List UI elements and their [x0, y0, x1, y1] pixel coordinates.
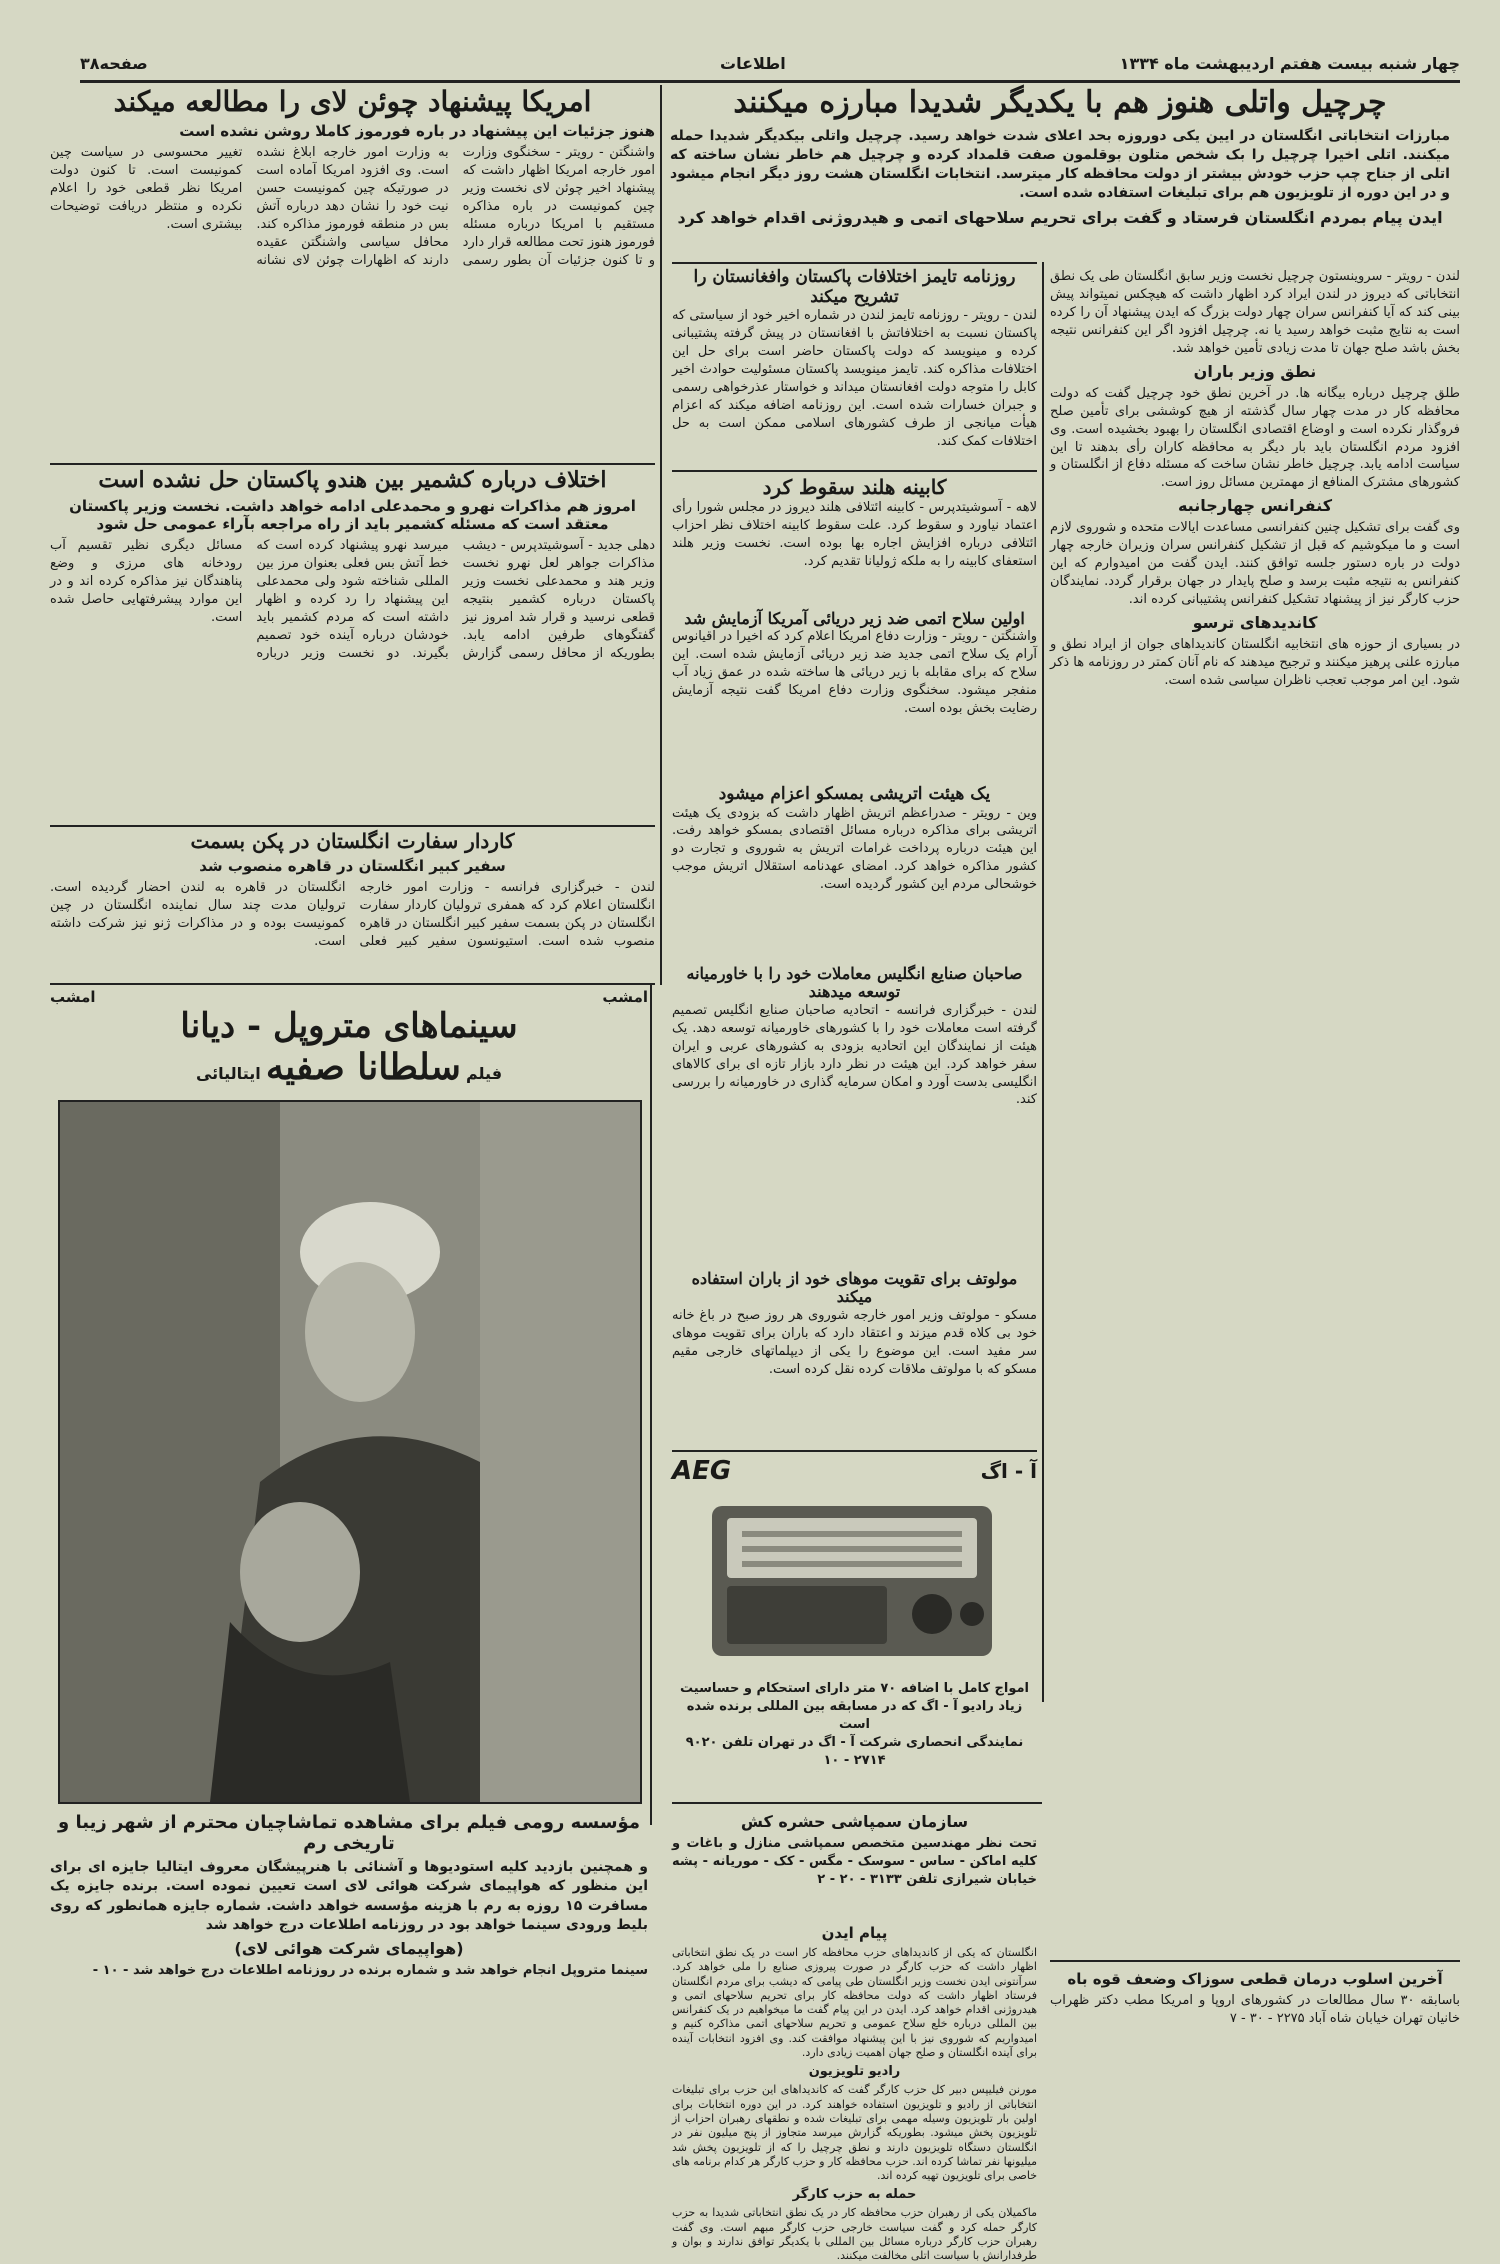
tonight-label-right: امشب — [602, 988, 648, 1006]
section-rule — [1050, 1960, 1460, 1962]
headline-america: امریکا پیشنهاد چوئن لای را مطالعه میکند — [113, 85, 592, 118]
aeg-brand-fa: آ - اگ — [980, 1459, 1037, 1483]
austria-body: وین - رویتر - صدراعظم اتریش اظهار داشت که بزودی یک هیئت اتریشی برای مذاکره درباره مسائل اقتصادی بمسکو خواهد رفت. این هیئت درباره پرداخت غرامات اتریش به شوروی و تجارت دو کشور مذاکره خواهد کرد. امضای عهدنامه استقلال اتریش موجب خوشحالی مردم این کشور گردیده است. — [672, 805, 1037, 893]
column-rule — [1042, 262, 1044, 1702]
column-rule — [660, 85, 662, 985]
section-rule — [50, 983, 655, 985]
kashmir-body: دهلی جدید - آسوشیتدپرس - دیشب مذاکرات جواهر لعل نهرو نخست وزیر هند و محمدعلی نخست وزیر پاکستان درباره کشمیر بنتیجه قطعی نرسید و قرار شد امروز نیز گفتگوهای طرفین ادامه یابد. بطوریکه از محافل رسمی گزارش میرسد نهرو پیشنهاد کرده است که خط آتش بس فعلی بعنوان مرز بین المللی شناخته شود ولی محمدعلی این پیشنهاد را رد کرده و اظهار داشته است که مردم کشمیر باید خودشان درباره آینده خود تصمیم بگیرند. دو نخست وزیر درباره مسائل دیگری نظیر تقسیم آب رودخانه های مرزی و وضع پناهندگان نیز مذاکره کرده اند و در این موارد پیشرفتهایی حاصل شده است. — [50, 538, 655, 661]
headline-kashmir: اختلاف درباره کشمیر بین هندو پاکستان حل نشده است — [98, 467, 607, 493]
film-title: سلطانا صفیه — [265, 1046, 461, 1088]
charge-body: لندن - خبرگزاری فرانسه - وزارت امور خارجه انگلستان اعلام کرد که همفری ترولیان کاردار سفارت انگلستان در پکن بسمت سفیر کبیر انگلستان در قاهره منصوب شده است. استیونسون سفیر کبیر فعلی انگلستان در قاهره به لندن احضار گردیده است. ترولیان مدت چند سال نماینده انگلستان در چین کمونیست بوده و در مذاکرات ژنو نیز شرکت داشته است. — [50, 880, 655, 949]
aeg-caption: امواج کامل با اضافه ۷۰ متر دارای استحکام و حساسیت زیاد رادیو آ - اگ که در مسابقه بین المللی برنده شده است — [680, 1681, 1029, 1732]
cinema-ad-bottom — [50, 1808, 648, 2048]
headline-times: روزنامه تایمز اختلافات پاکستان وافغانستان را تشریح میکند — [693, 267, 1016, 307]
churchill-title-3: کنفرانس چهارجانبه — [1177, 496, 1333, 516]
churchill-column — [1050, 268, 1460, 1958]
film-label: فیلم — [465, 1064, 503, 1083]
molotov-body: مسکو - مولوتف وزیر امور خارجه شوروی هر روز صبح در باغ خانه خود بی کلاه قدم میزند و اعتقاد دارد که باران برای تقویت موهای سر مفید است. این موضوع را یکی از دیپلماتهای خارجی مقیم مسکو که با مولوتف ملاقات کرده نقل کرده است. — [672, 1307, 1037, 1377]
aeg-ad — [672, 1456, 1037, 1801]
film-still-figure — [60, 1102, 640, 1802]
medical-ad-text: باسابقه ۳۰ سال مطالعات در کشورهای اروپا و امریکا مطب دکتر ظهراب خانیان تهران خیابان شاه آباد ۲۲۷۵ - ۳۰ - ۷ — [1050, 1993, 1460, 2026]
eden-title: پیام ایدن — [821, 1924, 888, 1942]
churchill-col-text: لندن - رویتر - سروینستون چرچیل نخست وزیر سابق انگلستان طی یک نطق انتخاباتی که دیروز در لندن ایراد کرد اظهار داشت که هیچکس نمیتواند پیش بینی کند که آیا کنفرانس سران چهار دولت بزرگ که ایدن پیشنهاد آن را کرده است به نتایج مثبت خواهد رسید یا نه. چرچیل افزود اگر این کنفرانس نتیجه بخش باشد صلح جهان تا مدت زیادی تأمین خواهد شد. — [1050, 269, 1460, 356]
radio-tv-text: مورنن فیلیپس دبیر کل حزب کارگر گفت که کاندیداهای این حزب برای تبلیغات انتخاباتی از رادیو و تلویزیون استفاده خواهند کرد. در این دوره انتخابات برای اولین بار تلویزیون وسیله مهمی برای تبلیغات شده و نطقهای رهبران احزاب از تلویزیون پخش میشود. بطوریکه گزارش میرسد متجاوز از پنج میلیون نفر در انگلستان دستگاه تلویزیون دارند و نطق چرچیل را که از تلویزیون پخش شد میلیونها نفر تماشا کرده اند. حزب محافظه کار و حزب کارگر هر کدام برنامه های خاصی برای تلویزیون تهیه کرده اند. — [672, 2083, 1037, 2183]
churchill-text-4: در بسیاری از حوزه های انتخابیه انگلستان کاندیداهای جوان از ایراد نطق و مبارزه علنی پرهیز میکنند و ترجیح میدهند که نام آنان کمتر در روزنامه ها ذکر شود. این امر موجب تعجب ناظران سیاسی شده است. — [1050, 637, 1460, 688]
churchill-lead-body: مبارزات انتخاباتی انگلستان در ایین یکی دوروزه بحد اعلای شدت خواهد رسید. چرچیل واتلی بیکدیگر شدیدا حمله میکنند. اتلی اخیرا چرچیل را بک شخص متلون بوقلمون صفت قلمداد کرده و چرچیل هم خاطر نشان ساخته که اتلی از جناح چپ حزب خودش بیشتر از دولت محافظه کار میترسد. انتخابات انگلستان هشت روز دیگر انجام میشود و در این دوره از تلویزیون هم برای تبلیغات استفاده شده است. — [670, 127, 1450, 202]
medical-ad-headline: آخرین اسلوب درمان قطعی سوزاک وضعف قوه باه — [1067, 1970, 1443, 1988]
cinema-bottom-title: مؤسسه رومی فیلم برای مشاهده تماشاچیان محترم از شهر زیبا و تاریخی رم — [58, 1812, 640, 1854]
molotov-article — [672, 1270, 1037, 1445]
aeg-brand: AEG — [672, 1456, 732, 1486]
eden-body: انگلستان که یکی از کاندیداهای حزب محافظه کار است در یک نطق انتخاباتی اظهار داشت که حزب کارگر در صورت پیروزی صنایع را ملی خواهد کرد. سرآنتونی ایدن نخست وزیر انگلستان طی پیامی که دیشب برای مردم انگلستان فرستاد اظهار داشت که دولت محافظه کار برای تحریم سلاحهای اتمی و هیدروژنی اقدام خواهد کرد. ایدن در این پیام گفت ما میخواهیم در یک کنفرانس بین المللی درباره خلع سلاح عمومی و تحریم سلاحهای اتمی مذاکره کنیم و امیدواریم که شوروی نیز با این پیشنهاد موافقت کند. وی افزود انتخابات آینده برای آینده انگلستان و صلح جهان اهمیت زیادی دارد. — [672, 1946, 1037, 2060]
charge-article — [50, 830, 655, 980]
times-body: لندن - رویتر - روزنامه تایمز لندن در شماره اخیر خود از سیاستی که پاکستان نسبت به اختلافاتش با افغانستان در پیش گرفته پشتیبانی کرده و مینویسد که دولت پاکستان حاضر است برای حل این اختلافات مذاکره کند. تایمز مینویسد پاکستان مسئولیت حوادث اخیر کابل را متوجه دولت افغانستان میداند و خواستار عذرخواهی رسمی و جبران خسارات شده است. این روزنامه اضافه میکند که اعزام هیأت میانجی از طرف کشورهای اسلامی ممکن است به حل اختلافات کمک کند. — [672, 308, 1037, 449]
eden-article — [672, 1920, 1037, 2263]
charge-subhead: سفیر کبیر انگلستان در قاهره منصوب شد — [199, 857, 506, 875]
cinema-bottom-text: و همچنین بازدید کلیه استودیوها و آشنائی با هنرپیشگان معروف ایتالیا جایزه ای برای این منظور که هواپیمای شرکت هوائی لای است تعیین نموده است. برنده جایزه یک مسافرت ۱۵ روزه به رم با هزینه مؤسسه خواهد داشت. شماره جایزه همانطور که روی بلیط ورودی سینما خواهد بود در روزنامه اطلاعات درج خواهد شد — [50, 1859, 648, 1933]
cinema-footer: سینما متروپل انجام خواهد شد و شماره برنده در روزنامه اطلاعات درج خواهد شد - ۱۰ - — [92, 1963, 648, 1979]
churchill-subhead: ایدن پیام بمردم انگلستان فرستاد و گفت برای تحریم سلاحهای اتمی و هیدروژنی اقدام خواهد کرد — [677, 207, 1443, 227]
pest-body: تحت نظر مهندسین متخصص سمپاشی منازل و باغات و کلیه اماکن - ساس - سوسک - مگس - کک - موریانه - پشه خیابان شیرازی تلفن ۳۱۳۳ - ۲۰ - ۲ — [672, 1836, 1037, 1887]
section-rule — [672, 470, 1037, 472]
cinema-theaters: سینماهای متروپل - دیانا — [180, 1006, 518, 1046]
cinema-ad-top — [50, 988, 648, 1098]
churchill-lead — [670, 86, 1450, 264]
holland-body: لاهه - آسوشیتدپرس - کابینه ائتلافی هلند دیروز در مجلس شورا رأی اعتماد نیاورد و سقوط کرد. علت سقوط کابینه اختلاف نظر احزاب ائتلافی درباره افزایش اجاره بها بوده است. نخست وزیر هلند استعفای کابینه را به ملکه ژولیانا تقدیم کرد. — [672, 500, 1037, 569]
radio-tv-title: رادیو تلویزیون — [808, 2064, 901, 2080]
aeg-code: ۲۷۱۴ - ۱۰ — [823, 1752, 886, 1768]
radio-tv-article — [672, 2064, 1037, 2263]
pest-title: سازمان سمپاشی حشره کش — [740, 1812, 969, 1831]
industry-body: لندن - خبرگزاری فرانسه - اتحادیه صاحبان صنایع انگلیس تصمیم گرفته است معاملات خود را با کشورهای خاورمیانه توسعه دهد. یک هیئت از نمایندگان این اتحادیه بزودی به کشورهای عربی و ایران سفر خواهد کرد. این هیئت در نظر دارد بازار تازه ای برای کالاهای انگلیسی بدست آورد و امکان سرمایه گذاری در خاورمیانه را بررسی کند. — [672, 1002, 1037, 1108]
kashmir-article — [50, 468, 655, 823]
labour-title: حمله به حزب کارگر — [792, 2187, 917, 2203]
labour-text: ماکمیلان یکی از رهبران حزب محافظه کار در یک نطق انتخاباتی شدیدا به حزب کارگر حمله کرد و گفت سیاست خارجی حزب کارگر مبهم است. وی گفت رهبران حزب کارگر درباره مسائل بین المللی با یکدیگر توافق ندارند و بوان و طرفدارانش با سیاست اتلی مخالفت میکنند. — [672, 2206, 1037, 2263]
masthead — [80, 52, 1460, 83]
issue-date: چهار شنبه بیست هفتم اردیبهشت ماه ۱۳۳۴ — [1119, 54, 1460, 73]
section-rule — [50, 825, 655, 827]
holland-article — [672, 476, 1037, 606]
headline-molotov: مولوتف برای تقویت موهای خود از باران استفاده میکند — [691, 1269, 1018, 1307]
radio-illustration — [672, 1486, 1037, 1676]
film-still-photo — [58, 1100, 642, 1804]
churchill-title-2: نطق وزیر باران — [1193, 361, 1317, 381]
headline-austria: یک هیئت اتریشی بمسکو اعزام میشود — [718, 784, 991, 804]
cinema-airline: (هواپیمای شرکت هوائی لای) — [234, 1939, 464, 1959]
paper-name: اطلاعات — [720, 54, 786, 73]
section-rule — [50, 463, 655, 465]
column-rule — [650, 985, 652, 1825]
section-rule — [672, 1450, 1037, 1452]
pest-ad — [672, 1808, 1037, 1918]
america-article — [50, 86, 655, 461]
headline-atomic: اولین سلاح اتمی ضد زیر دریائی آمریکا آزمایش شد — [684, 609, 1025, 628]
page-number: صفحه۳۸ — [80, 54, 148, 73]
times-article — [672, 268, 1037, 468]
industry-article — [672, 965, 1037, 1265]
america-intro: هنوز جزئیات این پیشنهاد در باره فورموز کاملا روشن نشده است — [179, 122, 655, 141]
atomic-article — [672, 610, 1037, 780]
medical-ad — [1050, 1966, 1460, 2046]
headline-industry: صاحبان صنایع انگلیس معاملات خود را با خاورمیانه توسعه میدهند — [686, 964, 1023, 1002]
churchill-title-4: کاندیدهای ترسو — [1192, 613, 1318, 632]
churchill-text-3: وی گفت برای تشکیل چنین کنفرانسی مساعدت ایالات متحده و شوروی لازم است و ما میکوشیم که قبل از تشکیل کنفرانس سران وزیران خارجه چهار دولت در باره دستور جلسه توافق کنند. ایدن گفت من امیدوارم که این کنفرانس به نتیجه مثبت برسد و صلح پایدار در جهان برقرار گردد. نمایندگان حزب کارگر نیز از پیشنهاد تشکیل کنفرانس پشتیبانی کرده اند. — [1050, 520, 1460, 608]
america-body: واشنگتن - رویتر - سخنگوی وزارت امور خارجه امریکا اظهار داشت که پیشنهاد اخیر چوئن لای نخست وزیر چین کمونیست در باره مذاکره مستقیم با امریکا درباره مسئله فورموز هنوز تحت مطالعه قرار دارد و تا کنون جزئیات آن بطور رسمی به وزارت امور خارجه ابلاغ نشده است. وی افزود امریکا آماده است در صورتیکه چین کمونیست حسن نیت خود را نشان دهد درباره آتش بس در منطقه فورموز مذاکره کند. محافل سیاسی واشنگتن عقیده دارند که اظهارات چوئن لای نشانه تغییر محسوسی در سیاست چین کمونیست است. تا کنون دولت امریکا نظر قطعی خود را اعلام نکرده و منتظر دریافت توضیحات بیشتری است. — [50, 145, 655, 268]
headline-holland: کابینه هلند سقوط کرد — [762, 475, 947, 499]
headline-churchill: چرچیل واتلی هنوز هم با یکدیگر شدیدا مبارزه میکنند — [733, 85, 1387, 120]
kashmir-intro: امروز هم مذاکرات نهرو و محمدعلی ادامه خواهد داشت. نخست وزیر پاکستان معتقد است که مسئله کشمیر باید از راه مراجعه بآراء عمومی حل شود — [69, 497, 636, 534]
churchill-text-2: طلق چرچیل درباره بیگانه ها. در آخرین نطق خود چرچیل گفت که دولت محافظه کار در مدت چهار سال گذشته از هیچ کوششی برای تأمین صلح فروگذار نکرده است و اوضاع اقتصادی انگلستان را بهبود بخشیده است. وی افزود مردم انگلستان باید بار دیگر به محافظه کاران رأی بدهند تا این سیاست ادامه یابد. چرچیل خاطر نشان ساخت که مسئله دفاع از انگلستان و کشورهای مشترک المنافع از مهمترین مسائل روز است. — [1050, 385, 1460, 491]
atomic-body: واشنگتن - رویتر - وزارت دفاع امریکا اعلام کرد که اخیرا در اقیانوس آرام یک سلاح اتمی جدید ضد زیر دریائی آزمایش شده است. این سلاح که برای مقابله با زیر دریائی ها ساخته شده در عمق زیاد آب منفجر میشود. سخنگوی وزارت دفاع امریکا گفت نتیجه آزمایش رضایت بخش بوده است. — [672, 629, 1037, 717]
section-rule — [672, 1802, 1042, 1804]
austria-article — [672, 785, 1037, 960]
tonight-label-left: امشب — [50, 988, 96, 1006]
headline-charge: کاردار سفارت انگلستان در پکن بسمت — [190, 829, 515, 853]
film-nation: ایتالیائی — [195, 1064, 261, 1083]
aeg-dealer: نمایندگی انحصاری شرکت آ - اگ در تهران تلفن ۹۰۲۰ — [685, 1734, 1024, 1750]
